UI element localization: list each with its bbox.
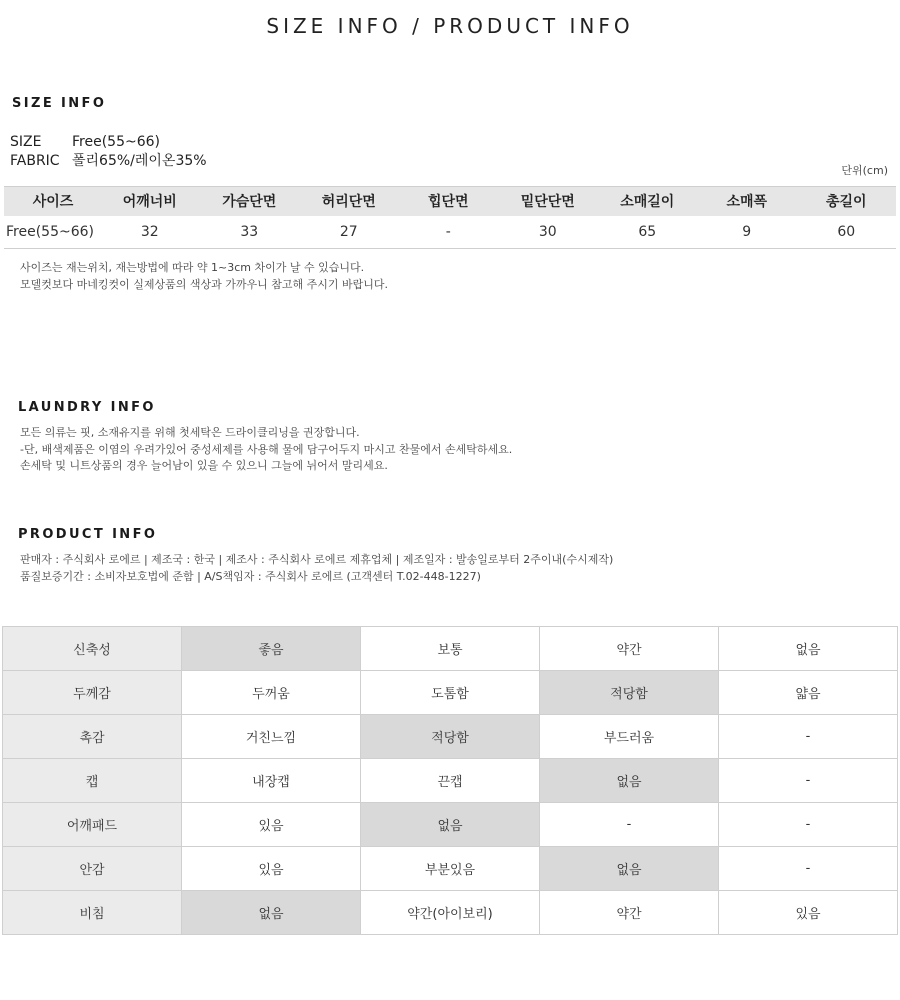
- attribute-option: 있음: [719, 891, 898, 935]
- attribute-row: [3, 891, 898, 935]
- size-table-header-row: [4, 187, 896, 216]
- attribute-option: -: [540, 803, 719, 847]
- attribute-label: 안감: [3, 847, 182, 891]
- size-table: [4, 186, 896, 249]
- size-table-cell: 65: [598, 216, 698, 249]
- attribute-option: -: [719, 803, 898, 847]
- size-table-header: 소매폭: [697, 187, 797, 216]
- size-spec-key: SIZE: [10, 134, 42, 150]
- size-table-header: 사이즈: [4, 187, 100, 216]
- size-spec-line: [10, 134, 160, 150]
- attribute-option: 약간: [540, 891, 719, 935]
- laundry-note-line: -단, 배색제품은 이염의 우려가있어 중성세제를 사용해 물에 담구어두지 마시고 찬물에서 손세탁하세요.: [20, 442, 513, 456]
- size-notes: [20, 260, 388, 293]
- attribute-option-selected: 없음: [361, 803, 540, 847]
- attribute-label: 신축성: [3, 627, 182, 671]
- attribute-option-selected: 좋음: [182, 627, 361, 671]
- size-spec-value: Free(55~66): [72, 134, 160, 150]
- size-table-header: 허리단면: [299, 187, 399, 216]
- product-note-line: 판매자 : 주식회사 로에르 | 제조국 : 한국 | 제조사 : 주식회사 로에르 제휴업체 | 제조일자 : 발송일로부터 2주이내(수시제작): [20, 553, 614, 566]
- attribute-option: 있음: [182, 847, 361, 891]
- size-table-cell: -: [399, 216, 499, 249]
- fabric-spec-value: 폴리65%/레이온35%: [72, 153, 207, 169]
- attribute-option-selected: 없음: [540, 759, 719, 803]
- size-table-header: 밑단단면: [498, 187, 598, 216]
- attribute-option: -: [719, 759, 898, 803]
- laundry-notes: [20, 425, 512, 475]
- attribute-option: 거친느낌: [182, 715, 361, 759]
- size-table-cell: 32: [100, 216, 200, 249]
- attribute-row: [3, 759, 898, 803]
- size-note-line: 사이즈는 재는위치, 재는방법에 따라 약 1~3cm 차이가 날 수 있습니다.: [20, 261, 365, 274]
- size-table-header: 총길이: [797, 187, 897, 216]
- size-table-cell: Free(55~66): [4, 216, 100, 249]
- attribute-option: 두꺼움: [182, 671, 361, 715]
- size-table-header: 가슴단면: [200, 187, 300, 216]
- attribute-option: -: [719, 847, 898, 891]
- attribute-option: -: [719, 715, 898, 759]
- product-info-heading: PRODUCT INFO: [18, 527, 158, 542]
- attribute-option: 보통: [361, 627, 540, 671]
- size-table-row: [4, 216, 896, 249]
- size-table-cell: 33: [200, 216, 300, 249]
- attribute-row: [3, 671, 898, 715]
- attribute-table: [2, 626, 898, 935]
- attribute-option: 부드러움: [540, 715, 719, 759]
- size-info-heading: SIZE INFO: [12, 96, 107, 111]
- attribute-label: 촉감: [3, 715, 182, 759]
- fabric-spec-key: FABRIC: [10, 153, 60, 169]
- product-notes: [20, 552, 613, 585]
- size-table-header: 힙단면: [399, 187, 499, 216]
- fabric-spec-line: [10, 150, 207, 170]
- attribute-option: 도톰함: [361, 671, 540, 715]
- attribute-row: [3, 847, 898, 891]
- attribute-row: [3, 627, 898, 671]
- size-table-cell: 27: [299, 216, 399, 249]
- attribute-option: 내장캡: [182, 759, 361, 803]
- attribute-option: 약간: [540, 627, 719, 671]
- attribute-row: [3, 803, 898, 847]
- attribute-option: 없음: [719, 627, 898, 671]
- attribute-option: 있음: [182, 803, 361, 847]
- attribute-option: 얇음: [719, 671, 898, 715]
- size-table-cell: 60: [797, 216, 897, 249]
- size-note-line: 모델컷보다 마네킹컷이 실제상품의 색상과 가까우니 참고해 주시기 바랍니다.: [20, 277, 389, 291]
- size-table-header: 어깨너비: [100, 187, 200, 216]
- laundry-note-line: 손세탁 및 니트상품의 경우 늘어남이 있을 수 있으니 그늘에 뉘어서 말리세요.: [20, 459, 388, 472]
- laundry-note-line: 모든 의류는 핏, 소재유지를 위해 첫세탁은 드라이클리닝을 권장합니다.: [20, 426, 360, 439]
- laundry-info-heading: LAUNDRY INFO: [18, 400, 156, 415]
- attribute-label: 어깨패드: [3, 803, 182, 847]
- size-table-cell: 9: [697, 216, 797, 249]
- attribute-option: 끈캡: [361, 759, 540, 803]
- attribute-label: 캡: [3, 759, 182, 803]
- attribute-row: [3, 715, 898, 759]
- attribute-label: 두께감: [3, 671, 182, 715]
- page-title: SIZE INFO / PRODUCT INFO: [266, 14, 634, 38]
- attribute-option: 부분있음: [361, 847, 540, 891]
- size-table-header: 소매길이: [598, 187, 698, 216]
- attribute-option-selected: 적당함: [361, 715, 540, 759]
- size-table-cell: 30: [498, 216, 598, 249]
- attribute-option-selected: 없음: [540, 847, 719, 891]
- attribute-label: 비침: [3, 891, 182, 935]
- attribute-option-selected: 없음: [182, 891, 361, 935]
- product-note-line: 품질보증기간 : 소비자보호법에 준함 | A/S책임자 : 주식회사 로에르 (고객센터 T.02-448-1227): [20, 569, 481, 583]
- attribute-option-selected: 적당함: [540, 671, 719, 715]
- unit-note: 단위(cm): [841, 164, 888, 177]
- attribute-option: 약간(아이보리): [361, 891, 540, 935]
